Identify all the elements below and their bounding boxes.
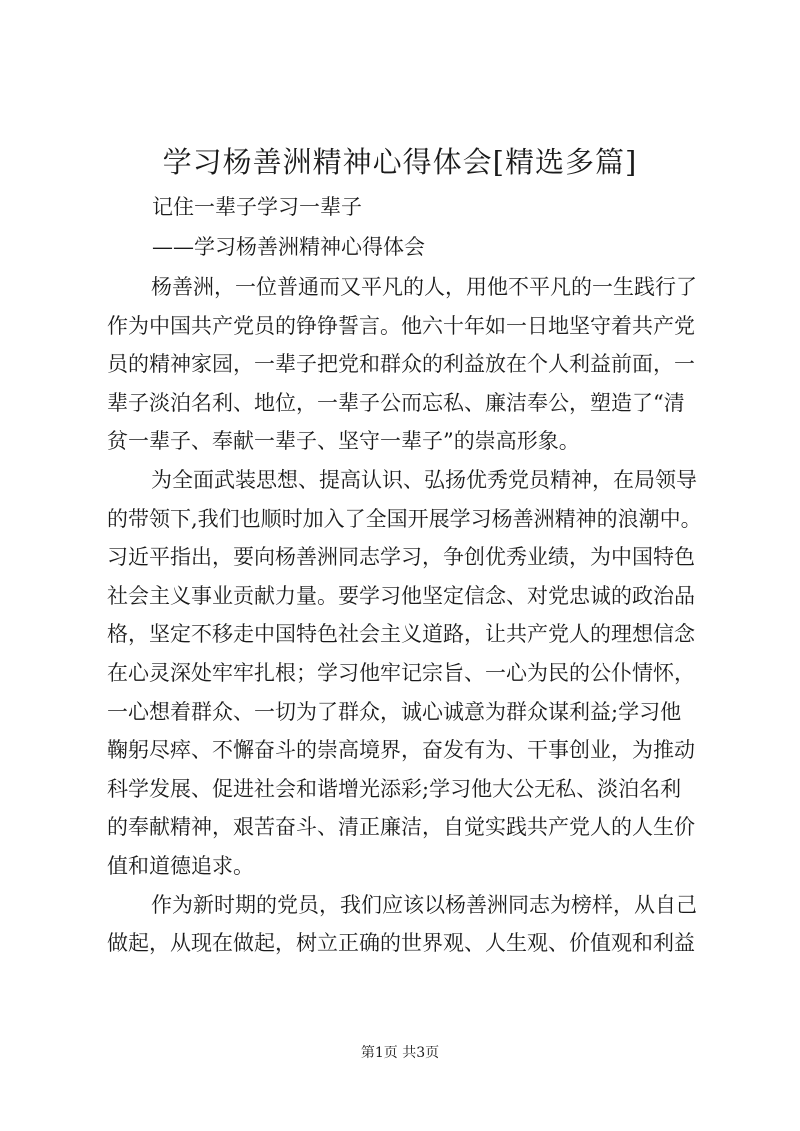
page-footer: 第1页 共3页 (360, 1045, 440, 1061)
document-title: 学习杨善洲精神心得体会[精选多篇] (162, 145, 638, 179)
body-line: 为全面武装思想、提高认识、弘扬优秀党员精神，在局领导 (151, 467, 697, 492)
body-line: 一心想着群众、一切为了群众，诚心诚意为群众谋利益;学习他 (107, 699, 682, 724)
body-line: 杨善洲，一位普通而又平凡的人，用他不平凡的一生践行了 (151, 275, 697, 299)
document-body (107, 268, 707, 963)
body-line: 值和道德追求。 (107, 853, 254, 878)
body-line: 的带领下,我们也顺时加入了全国开展学习杨善洲精神的浪潮中。 (107, 506, 702, 531)
body-line: 员的精神家园，一辈子把党和群众的利益放在个人利益前面，一 (107, 352, 695, 377)
body-line: 鞠躬尽瘁、不懈奋斗的崇高境界，奋发有为、干事创业，为推动 (107, 738, 695, 763)
body-line: 做起，从现在做起，树立正确的世界观、人生观、价值观和利益 (107, 931, 695, 956)
body-line: 习近平指出，要向杨善洲同志学习，争创优秀业绩，为中国特色 (107, 545, 695, 570)
body-line: 科学发展、促进社会和谐增光添彩;学习他大公无私、淡泊名利 (107, 776, 682, 801)
subtitle-line-1: 记住一辈子学习一辈子 (152, 195, 362, 219)
body-line: 作为中国共产党员的铮铮誓言。他六十年如一日地坚守着共产党 (107, 313, 695, 338)
body-line: 社会主义事业贡献力量。要学习他坚定信念、对党忠诚的政治品 (107, 583, 695, 608)
subtitle-line-2: ——学习杨善洲精神心得体会 (152, 235, 425, 259)
body-line: 作为新时期的党员，我们应该以杨善洲同志为榜样，从自己 (151, 892, 697, 917)
body-line: 在心灵深处牢牢扎根；学习他牢记宗旨、一心为民的公仆情怀， (107, 660, 695, 685)
body-line: 贫一辈子、奉献一辈子、坚守一辈子”的崇高形象。 (107, 429, 580, 454)
body-line: 辈子淡泊名利、地位，一辈子公而忘私、廉洁奉公，塑造了“清 (107, 390, 685, 415)
body-line: 格，坚定不移走中国特色社会主义道路，让共产党人的理想信念 (107, 622, 695, 647)
body-line: 的奉献精神，艰苦奋斗、清正廉洁，自觉实践共产党人的人生价 (107, 815, 695, 840)
